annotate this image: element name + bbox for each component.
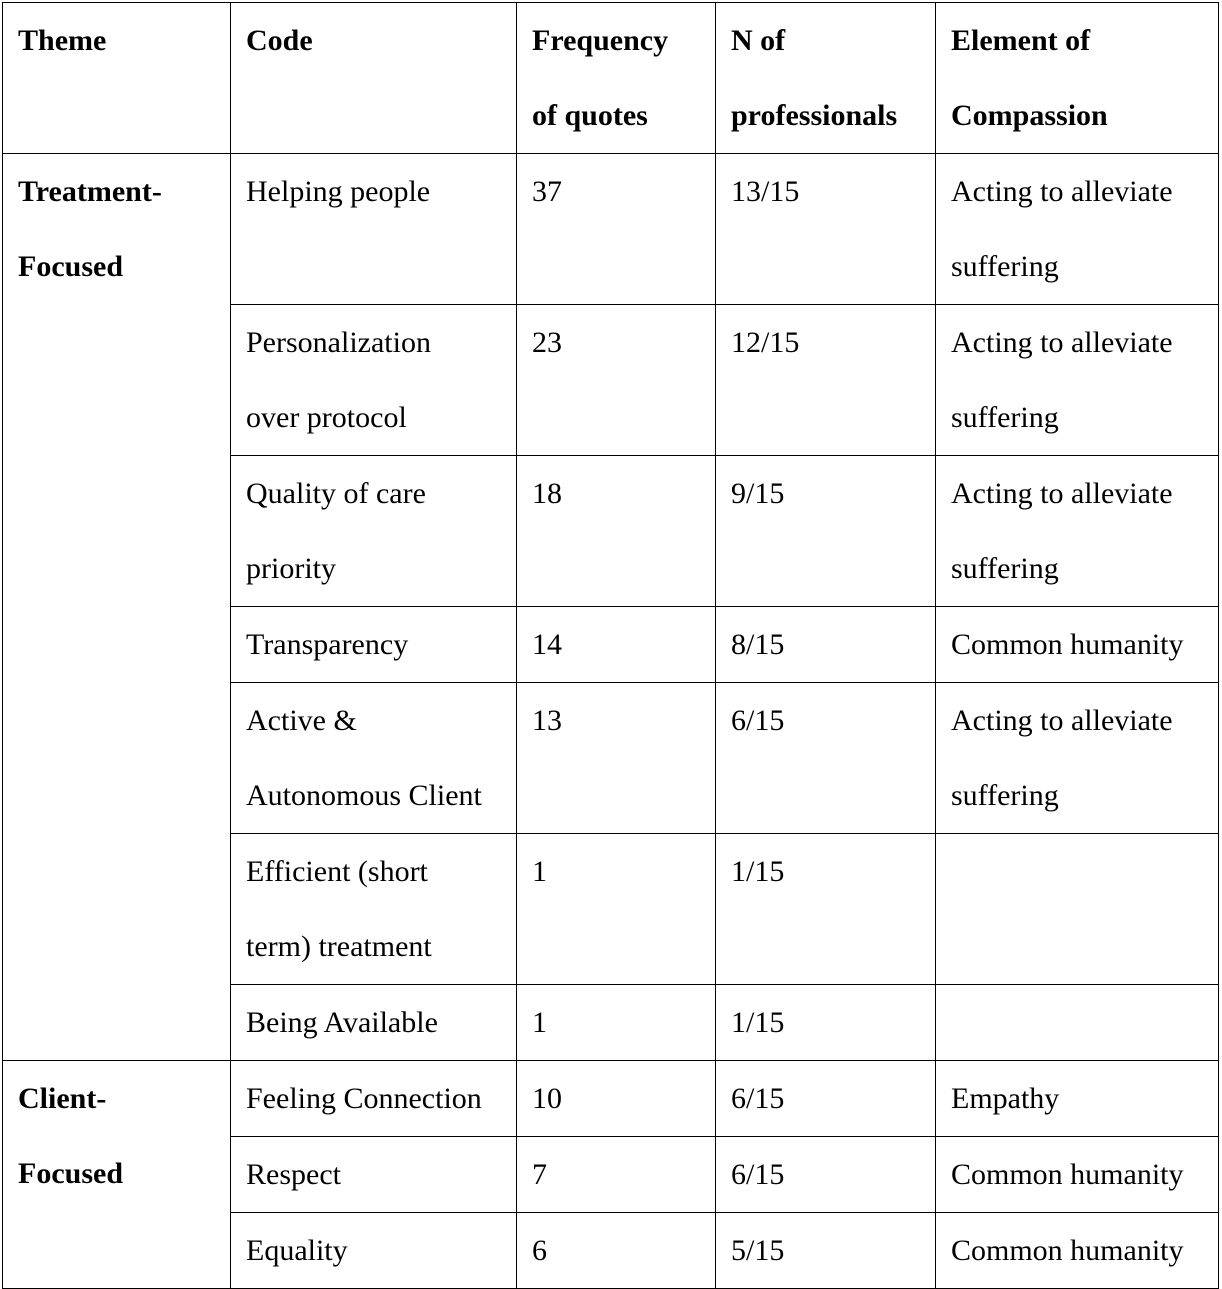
n-cell: 6/15 — [716, 683, 936, 834]
frequency-cell: 7 — [517, 1137, 716, 1213]
frequency-cell: 1 — [517, 985, 716, 1061]
code-cell: Personalization over protocol — [231, 305, 517, 456]
frequency-cell: 6 — [517, 1213, 716, 1289]
n-cell: 9/15 — [716, 456, 936, 607]
code-cell: Quality of care priority — [231, 456, 517, 607]
element-cell: Empathy — [936, 1061, 1219, 1137]
n-cell: 6/15 — [716, 1061, 936, 1137]
element-cell — [936, 834, 1219, 985]
element-cell: Common humanity — [936, 1137, 1219, 1213]
code-cell: Active & Autonomous Client — [231, 683, 517, 834]
header-theme: Theme — [3, 3, 231, 154]
theme-client-focused: Client- Focused — [3, 1061, 231, 1289]
n-cell: 13/15 — [716, 154, 936, 305]
n-cell: 1/15 — [716, 985, 936, 1061]
n-cell: 5/15 — [716, 1213, 936, 1289]
n-cell: 8/15 — [716, 607, 936, 683]
theme-treatment-focused: Treatment- Focused — [3, 154, 231, 1061]
header-n-professionals: N of professionals — [716, 3, 936, 154]
header-code: Code — [231, 3, 517, 154]
frequency-cell: 14 — [517, 607, 716, 683]
code-cell: Feeling Connection — [231, 1061, 517, 1137]
table-row — [3, 154, 1219, 305]
code-cell: Helping people — [231, 154, 517, 305]
frequency-cell: 10 — [517, 1061, 716, 1137]
header-row — [3, 3, 1219, 154]
code-cell: Transparency — [231, 607, 517, 683]
frequency-cell: 18 — [517, 456, 716, 607]
code-cell: Equality — [231, 1213, 517, 1289]
header-frequency: Frequency of quotes — [517, 3, 716, 154]
n-cell: 12/15 — [716, 305, 936, 456]
code-cell: Efficient (short term) treatment — [231, 834, 517, 985]
element-cell: Acting to alleviate suffering — [936, 456, 1219, 607]
n-cell: 6/15 — [716, 1137, 936, 1213]
element-cell: Common humanity — [936, 607, 1219, 683]
header-element: Element of Compassion — [936, 3, 1219, 154]
code-cell: Being Available — [231, 985, 517, 1061]
frequency-cell: 23 — [517, 305, 716, 456]
element-cell: Acting to alleviate suffering — [936, 305, 1219, 456]
n-cell: 1/15 — [716, 834, 936, 985]
frequency-cell: 13 — [517, 683, 716, 834]
code-cell: Respect — [231, 1137, 517, 1213]
element-cell — [936, 985, 1219, 1061]
compassion-codes-table — [2, 2, 1219, 1289]
frequency-cell: 37 — [517, 154, 716, 305]
frequency-cell: 1 — [517, 834, 716, 985]
element-cell: Acting to alleviate suffering — [936, 154, 1219, 305]
element-cell: Acting to alleviate suffering — [936, 683, 1219, 834]
table-row — [3, 1061, 1219, 1137]
element-cell: Common humanity — [936, 1213, 1219, 1289]
